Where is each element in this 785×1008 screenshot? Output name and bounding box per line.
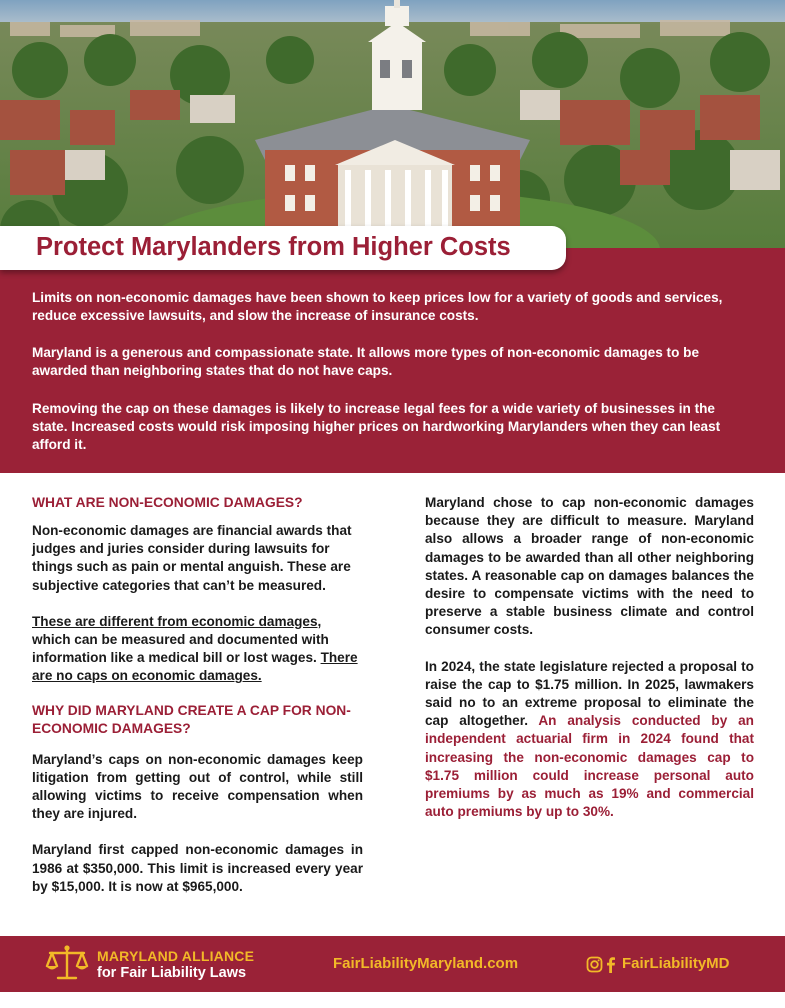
social-icons [586,956,620,974]
economic-damages-text: which can be measured and documented with information like a medical bill or lost wages. [32,632,329,666]
intro-band [0,248,785,473]
analysis-highlight: An analysis conducted by an independent actuarial firm in 2024 found that increasing the non-economic damages cap to $1.75 million could increase personal auto premiums by as much as 19% and commercial auto premiums by up to 30%. [425,713,754,820]
intro-paragraph-2: Maryland is a generous and compassionate state. It allows more types of non-economic damages to be awarded than neighboring states that do not have caps. [32,345,700,378]
page-title: Protect Marylanders from Higher Costs [36,233,511,261]
history-paragraph: Maryland first capped non-economic damages in 1986 at $350,000. This limit is increased every year by $15,000. It is now at $965,000. [32,842,363,894]
right-column [425,494,754,821]
intro-paragraph-1: Limits on non-economic damages have been shown to keep prices low for a variety of goods and services, reduce excessive lawsuits, and slow the increase of insurance costs. [32,290,723,323]
title-banner [0,226,566,270]
website-link[interactable]: FairLiabilityMaryland.com [333,955,519,972]
section-heading-what: WHAT ARE NON-ECONOMIC DAMAGES? [32,495,303,510]
economic-damages-paragraph [32,613,363,686]
economic-damages-underlined: These are different from economic damages, [32,613,322,629]
logo-line-2: for Fair Liability Laws [97,965,247,981]
intro-paragraph-3: Removing the cap on these damages is likely to increase legal fees for a wide variety of businesses in the state. Increased costs would risk imposing higher prices on hardworking Marylanders when they can least afford it. [32,401,721,452]
facebook-icon [607,957,615,973]
instagram-icon [588,958,602,972]
footer-bar [0,936,785,992]
logo-line-1: MARYLAND ALLIANCE [97,948,255,964]
what-paragraph: Non-economic damages are financial awards that judges and juries consider during lawsuits for things such as pain or mental anguish. These are subjective categories that can’t be measured. [32,523,352,593]
social-handle[interactable]: FairLiabilityMD [622,955,730,972]
left-column [32,494,363,896]
footer-bottom-strip [0,992,785,1008]
no-caps-underlined: There are no caps on economic damages. [32,650,358,684]
legislature-paragraph [425,658,754,822]
cap-reason-paragraph: Maryland chose to cap non-economic damages because they are difficult to measure. Maryland also allows a broader range of non-economic damages to be awarded than all other neighboring states. A reasonable cap on damages balances the desire to compensate victims with the need to preserve a stable business climate and control consumer costs. [425,495,754,638]
section-heading-why: WHY DID MARYLAND CREATE A CAP FOR NON-ECONOMIC DAMAGES? [32,702,351,736]
scales-of-justice-icon [44,944,90,984]
legislature-text: In 2024, the state legislature rejected a proposal to raise the cap to $1.75 million. In 2025, lawmakers said no to an extreme proposal to eliminate the cap altogether. [425,658,754,729]
why-paragraph: Maryland’s caps on non-economic damages keep litigation from getting out of control, while still allowing victims to receive compensation when they are injured. [32,751,363,822]
